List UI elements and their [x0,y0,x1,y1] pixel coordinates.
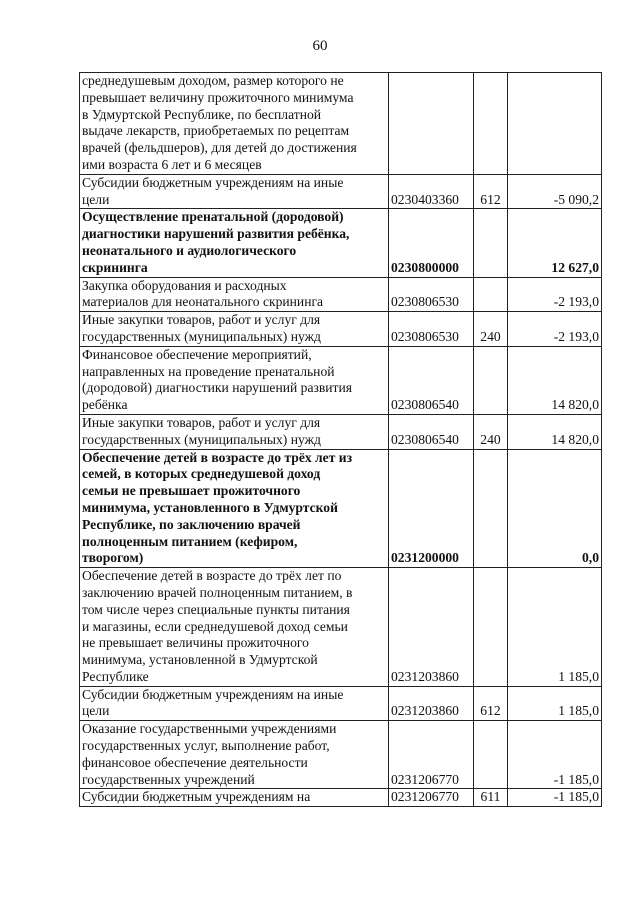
row-amount-cell: -1 185,0 [508,789,602,807]
row-amount-cell: -1 185,0 [508,721,602,789]
page-number: 60 [312,38,328,54]
row-name-cell: Осуществление пренатальной (дородовой) диагностики нарушений развития ребёнка, неонатального и аудиологического скрининга [80,209,389,277]
table-row [80,174,602,209]
table-row [80,346,602,414]
table-row [80,209,602,277]
table-row [80,789,602,807]
row-code-cell: 0230806540 [389,414,474,449]
row-code-cell: 0230806530 [389,277,474,312]
row-amount-cell: 12 627,0 [508,209,602,277]
row-type-cell [474,73,508,175]
row-name-cell: Финансовое обеспечение мероприятий, направленных на проведение пренатальной (дородовой) диагностики нарушений развития ребёнка [80,346,389,414]
row-type-cell [474,721,508,789]
row-code-cell: 0231203860 [389,686,474,721]
row-code-cell: 0230806540 [389,346,474,414]
row-name-cell: Оказание государственными учреждениями государственных услуг, выполнение работ, финансовое обеспечение деятельности государственных учреждений [80,721,389,789]
row-code-cell: 0231206770 [389,721,474,789]
row-type-cell: 240 [474,312,508,347]
row-amount-cell: 14 820,0 [508,346,602,414]
row-type-cell [474,277,508,312]
row-code-cell: 0230403360 [389,174,474,209]
row-amount-cell: -2 193,0 [508,312,602,347]
row-code-cell: 0231200000 [389,449,474,568]
row-name-cell: среднедушевым доходом, размер которого не превышает величину прожиточного минимума в Удмуртской Республике, по бесплатной выдаче лекарств, приобретаемых по рецептам врачей (фельдшеров), для детей до достижения ими возраста 6 лет и 6 месяцев [80,73,389,175]
row-amount-cell: -2 193,0 [508,277,602,312]
row-type-cell: 612 [474,686,508,721]
table-row [80,568,602,687]
row-name-cell: Закупка оборудования и расходных материалов для неонатального скрининга [80,277,389,312]
row-name-cell: Обеспечение детей в возрасте до трёх лет из семей, в которых среднедушевой доход семьи не превышает прожиточного минимума, установленного в Удмуртской Республике, по заключению врачей полноценным питанием (кефиром, творогом) [80,449,389,568]
table-row [80,277,602,312]
row-code-cell: 0230800000 [389,209,474,277]
table-row [80,312,602,347]
table-row [80,414,602,449]
row-amount-cell: 0,0 [508,449,602,568]
row-code-cell: 0231203860 [389,568,474,687]
table-row [80,449,602,568]
row-code-cell: 0231206770 [389,789,474,807]
row-name-cell: Субсидии бюджетным учреждениям на иные цели [80,686,389,721]
row-name-cell: Субсидии бюджетным учреждениям на иные цели [80,174,389,209]
row-type-cell [474,449,508,568]
row-amount-cell: 1 185,0 [508,686,602,721]
table-row [80,721,602,789]
row-type-cell [474,209,508,277]
row-code-cell [389,73,474,175]
budget-table-body [80,73,602,807]
row-type-cell: 240 [474,414,508,449]
table-row [80,73,602,175]
row-code-cell: 0230806530 [389,312,474,347]
row-name-cell: Иные закупки товаров, работ и услуг для государственных (муниципальных) нужд [80,312,389,347]
row-name-cell: Субсидии бюджетным учреждениям на [80,789,389,807]
row-amount-cell: -5 090,2 [508,174,602,209]
row-name-cell: Иные закупки товаров, работ и услуг для государственных (муниципальных) нужд [80,414,389,449]
row-type-cell [474,568,508,687]
row-type-cell [474,346,508,414]
row-type-cell: 612 [474,174,508,209]
row-amount-cell: 1 185,0 [508,568,602,687]
row-name-cell: Обеспечение детей в возрасте до трёх лет по заключению врачей полноценным питанием, в том числе через специальные пункты питания и магазины, если среднедушевой доход семьи не превышает величины прожиточного минимума, установленной в Удмуртской Республике [80,568,389,687]
budget-table [79,72,602,807]
row-amount-cell [508,73,602,175]
row-amount-cell: 14 820,0 [508,414,602,449]
row-type-cell: 611 [474,789,508,807]
table-row [80,686,602,721]
